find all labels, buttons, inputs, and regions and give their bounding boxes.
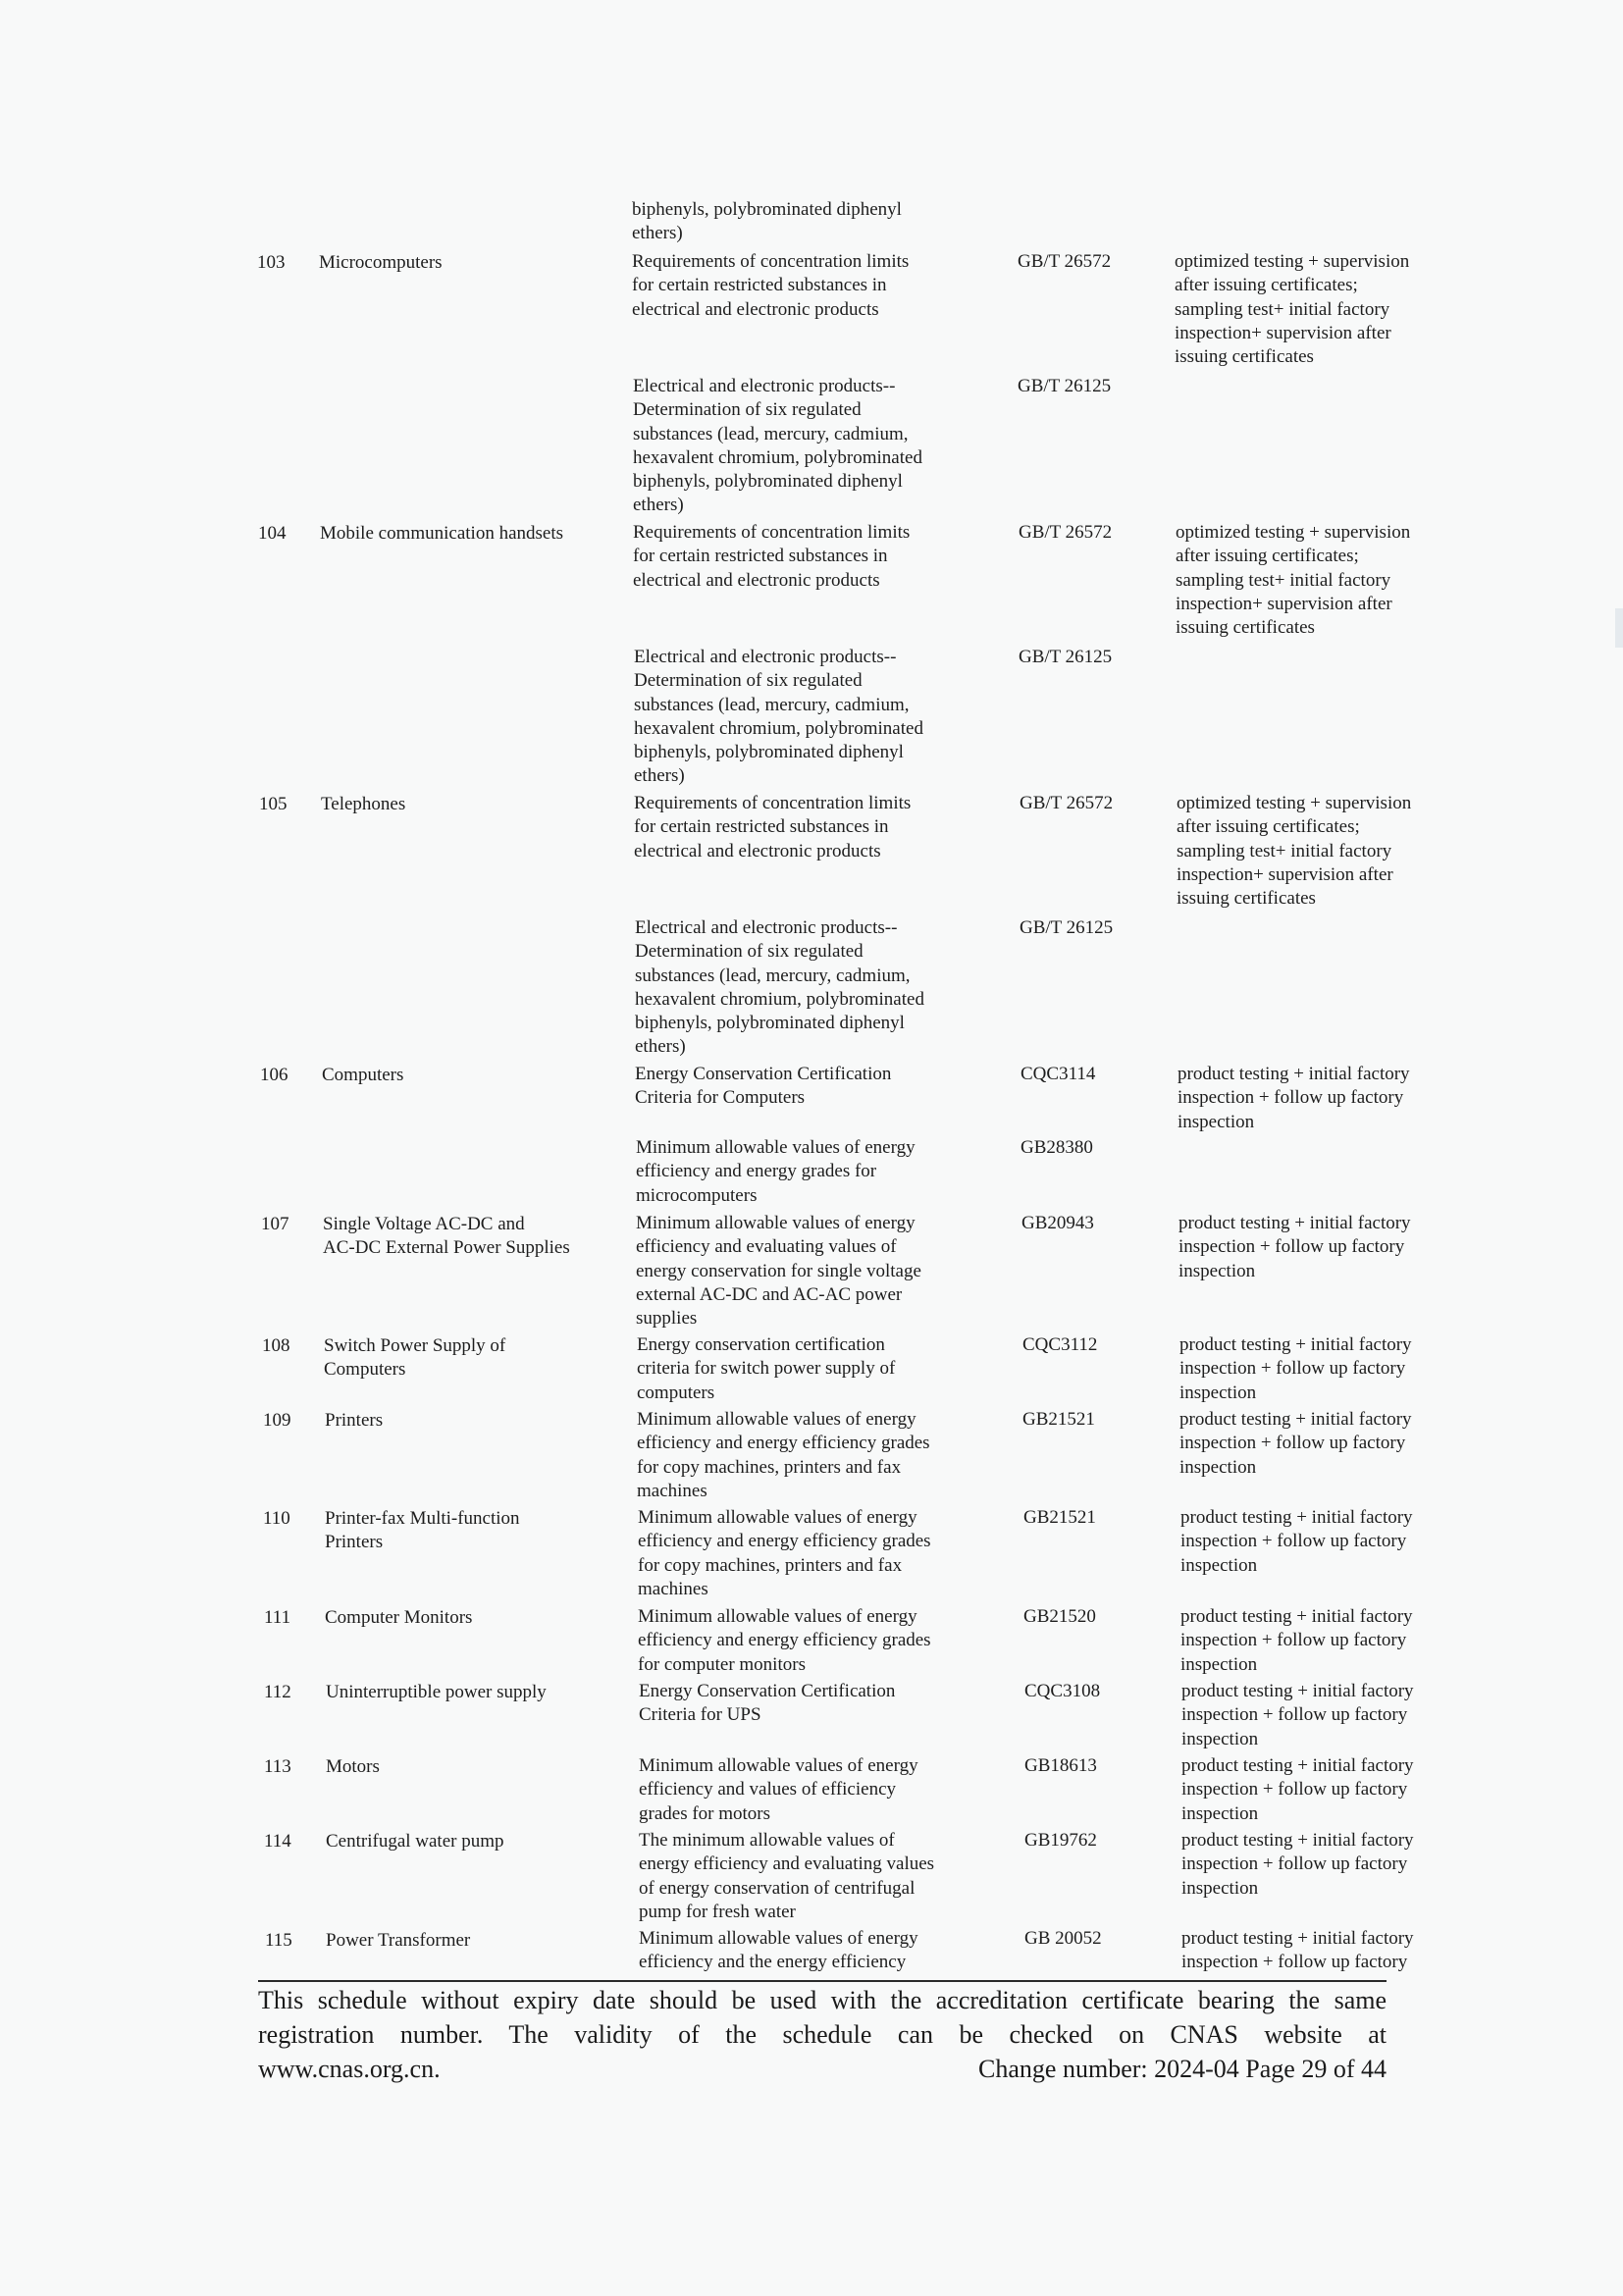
item-number: 110	[263, 1508, 290, 1529]
standard-name: Energy Conservation Certification Criteria for UPS	[639, 1681, 896, 1726]
standard-code: GB28380	[1021, 1137, 1093, 1158]
certification-mode: product testing + initial factory inspection + follow up factory inspection	[1178, 1064, 1410, 1132]
item-number: 106	[260, 1065, 288, 1085]
standard-code: CQC3112	[1022, 1334, 1098, 1355]
standard-name: Requirements of concentration limits for certain restricted substances in electrical and electronic products	[633, 522, 911, 591]
standard-name: Electrical and electronic products-- Determination of six regulated substances (lead, mercury, cadmium, hexavalent chromium, polybrominated biphenyls, polybrominated diphenyl ethers)	[635, 917, 924, 1058]
item-number: 111	[264, 1607, 291, 1628]
item-number: 114	[264, 1831, 291, 1852]
product-name: Single Voltage AC-DC and AC-DC External Power Supplies	[323, 1214, 570, 1259]
change-number: 2024-04	[1154, 2055, 1239, 2083]
standard-name: Requirements of concentration limits for certain restricted substances in electrical and electronic products	[632, 251, 910, 320]
certification-mode: product testing + initial factory inspection + follow up factory	[1181, 1928, 1414, 1973]
standard-code: CQC3114	[1021, 1064, 1096, 1084]
standard-code: GB/T 26572	[1019, 522, 1113, 543]
standard-name: Requirements of concentration limits for certain restricted substances in electrical and electronic products	[634, 793, 912, 861]
standard-code: GB/T 26572	[1018, 251, 1112, 272]
standard-name: Minimum allowable values of energy efficiency and values of efficiency grades for motors	[639, 1755, 918, 1824]
product-name: Uninterruptible power supply	[326, 1682, 547, 1702]
scan-edge-mark	[1615, 608, 1623, 648]
standard-code: GB18613	[1024, 1755, 1097, 1776]
page-number: Page 29 of 44	[1245, 2055, 1387, 2083]
certification-mode: optimized testing + supervision after issuing certificates; sampling test+ initial factory inspection+ supervision after issuing certificates	[1176, 522, 1411, 639]
product-name: Printer-fax Multi-function Printers	[325, 1508, 520, 1553]
standard-name: Energy Conservation Certification Criteria for Computers	[635, 1064, 892, 1109]
product-name: Computer Monitors	[325, 1607, 473, 1628]
standard-name: Minimum allowable values of energy efficiency and energy efficiency grades for copy machines, printers and fax machines	[638, 1507, 931, 1599]
standard-name: The minimum allowable values of energy efficiency and evaluating values of energy conservation of centrifugal pump for fresh water	[639, 1830, 935, 1922]
footer-divider	[258, 1980, 1387, 1982]
product-name: Switch Power Supply of Computers	[324, 1335, 506, 1381]
product-name: Power Transformer	[326, 1930, 471, 1951]
standard-code: GB/T 26125	[1018, 376, 1112, 396]
item-number: 115	[265, 1930, 292, 1951]
standard-code: GB19762	[1024, 1830, 1097, 1851]
item-number: 107	[261, 1214, 289, 1234]
standard-name: Minimum allowable values of energy efficiency and energy efficiency grades for copy machines, printers and fax machines	[637, 1409, 930, 1501]
cnas-website-link[interactable]: www.cnas.org.cn.	[258, 2055, 441, 2083]
item-number: 112	[264, 1682, 291, 1702]
standard-code: GB20943	[1021, 1213, 1094, 1233]
product-name: Telephones	[321, 794, 406, 814]
product-name: Computers	[322, 1065, 404, 1085]
change-label: Change number:	[978, 2055, 1148, 2083]
standard-name: biphenyls, polybrominated diphenyl ethers)	[632, 199, 902, 244]
standard-name: Electrical and electronic products-- Determination of six regulated substances (lead, mercury, cadmium, hexavalent chromium, polybrominated biphenyls, polybrominated diphenyl ethers)	[634, 647, 923, 787]
certification-mode: product testing + initial factory inspection + follow up factory inspection	[1181, 1755, 1414, 1824]
standard-name: Electrical and electronic products-- Determination of six regulated substances (lead, mercury, cadmium, hexavalent chromium, polybrominated biphenyls, polybrominated diphenyl ethers)	[633, 376, 922, 516]
standard-code: GB/T 26125	[1019, 647, 1113, 667]
item-number: 104	[258, 523, 287, 544]
standard-code: GB21521	[1022, 1409, 1095, 1430]
certification-mode: optimized testing + supervision after issuing certificates; sampling test+ initial factory inspection+ supervision after issuing certificates	[1177, 793, 1412, 910]
certification-mode: product testing + initial factory inspection + follow up factory inspection	[1179, 1409, 1412, 1478]
footer-last-line	[258, 2052, 1387, 2086]
product-name: Centrifugal water pump	[326, 1831, 504, 1852]
item-number: 113	[264, 1756, 291, 1777]
standard-code: CQC3108	[1024, 1681, 1101, 1701]
standard-code: GB 20052	[1024, 1928, 1102, 1949]
standard-code: GB21520	[1023, 1606, 1096, 1627]
item-number: 109	[263, 1410, 291, 1431]
product-name: Printers	[325, 1410, 384, 1431]
item-number: 103	[257, 252, 286, 273]
standard-code: GB/T 26125	[1020, 917, 1114, 938]
standard-code: GB/T 26572	[1020, 793, 1114, 813]
product-name: Motors	[326, 1756, 380, 1777]
page-footer	[258, 1983, 1387, 2086]
product-name: Microcomputers	[319, 252, 443, 273]
standard-name: Minimum allowable values of energy efficiency and energy efficiency grades for computer monitors	[638, 1606, 931, 1675]
standard-code: GB21521	[1023, 1507, 1096, 1528]
certification-mode: product testing + initial factory inspection + follow up factory inspection	[1181, 1681, 1414, 1749]
standard-name: Minimum allowable values of energy efficiency and evaluating values of energy conservation for single voltage external AC-DC and AC-AC power supplies	[636, 1213, 921, 1330]
standard-name: Minimum allowable values of energy efficiency and the energy efficiency	[639, 1928, 918, 1973]
certification-mode: product testing + initial factory inspection + follow up factory inspection	[1180, 1507, 1413, 1576]
certification-mode: product testing + initial factory inspection + follow up factory inspection	[1179, 1334, 1412, 1403]
change-info	[978, 2052, 1387, 2086]
standard-name: Energy conservation certification criteria for switch power supply of computers	[637, 1334, 896, 1403]
standard-name: Minimum allowable values of energy efficiency and energy grades for microcomputers	[636, 1137, 916, 1206]
certification-mode: optimized testing + supervision after issuing certificates; sampling test+ initial factory inspection+ supervision after issuing certificates	[1175, 251, 1410, 368]
footer-statement: This schedule without expiry date should be used with the accreditation certificate bearing the same registration number. The validity of the schedule can be checked on CNAS website at	[258, 1986, 1387, 2049]
certification-mode: product testing + initial factory inspection + follow up factory inspection	[1181, 1830, 1414, 1899]
item-number: 105	[259, 794, 288, 814]
certification-mode: product testing + initial factory inspection + follow up factory inspection	[1178, 1213, 1411, 1281]
product-name: Mobile communication handsets	[320, 523, 564, 544]
certification-mode: product testing + initial factory inspection + follow up factory inspection	[1180, 1606, 1413, 1675]
item-number: 108	[262, 1335, 290, 1356]
